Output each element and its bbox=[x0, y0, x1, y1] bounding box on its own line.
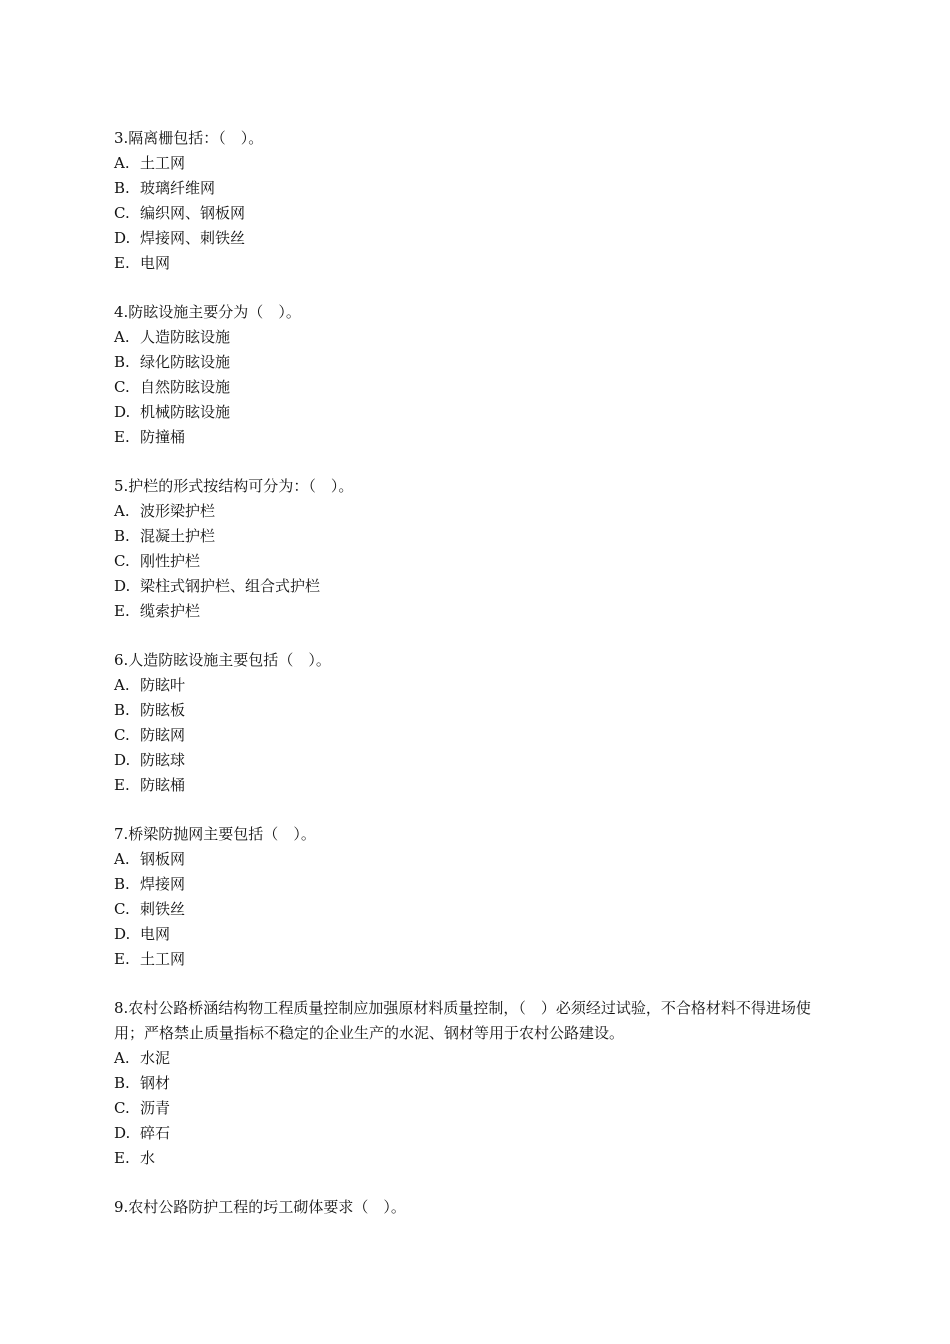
option-letter: C. bbox=[114, 900, 130, 918]
option-text: 刺铁丝 bbox=[140, 900, 186, 918]
option-letter: E. bbox=[114, 254, 130, 272]
question-6 bbox=[114, 648, 839, 798]
option-b bbox=[114, 176, 839, 201]
option-letter: D. bbox=[114, 751, 131, 769]
question-stem: 3.隔离栅包括：（ ）。 bbox=[114, 129, 264, 147]
option-letter: B. bbox=[114, 527, 130, 545]
option-letter: D. bbox=[114, 925, 131, 943]
option-c bbox=[114, 201, 839, 226]
option-d bbox=[114, 748, 839, 773]
option-text: 防眩桶 bbox=[140, 776, 186, 794]
option-d bbox=[114, 922, 839, 947]
option-text: 焊接网、刺铁丝 bbox=[140, 229, 246, 247]
option-text: 自然防眩设施 bbox=[140, 378, 231, 396]
option-e bbox=[114, 425, 839, 450]
question-stem: 4.防眩设施主要分为（ ）。 bbox=[114, 303, 301, 321]
option-text: 梁柱式钢护栏、组合式护栏 bbox=[140, 577, 321, 595]
question-stem: 8.农村公路桥涵结构物工程质量控制应加强原材料质量控制，（ ）必须经过试验，不合格材料不得进场使用；严格禁止质量指标不稳定的企业生产的水泥、钢材等用于农村公路建设。 bbox=[114, 999, 811, 1042]
question-stem: 7.桥梁防抛网主要包括（ ）。 bbox=[114, 825, 316, 843]
option-d bbox=[114, 400, 839, 425]
option-text: 混凝土护栏 bbox=[140, 527, 216, 545]
option-text: 电网 bbox=[140, 254, 171, 272]
option-letter: C. bbox=[114, 1099, 130, 1117]
option-letter: B. bbox=[114, 701, 130, 719]
option-text: 焊接网 bbox=[140, 875, 186, 893]
question-stem: 6.人造防眩设施主要包括（ ）。 bbox=[114, 651, 331, 669]
option-letter: C. bbox=[114, 378, 130, 396]
option-text: 玻璃纤维网 bbox=[140, 179, 216, 197]
question-4 bbox=[114, 300, 839, 450]
option-letter: B. bbox=[114, 875, 130, 893]
option-text: 防眩网 bbox=[140, 726, 186, 744]
option-c bbox=[114, 723, 839, 748]
option-letter: E. bbox=[114, 1149, 130, 1167]
option-b bbox=[114, 872, 839, 897]
option-text: 防眩板 bbox=[140, 701, 186, 719]
option-text: 编织网、钢板网 bbox=[140, 204, 246, 222]
option-text: 碎石 bbox=[140, 1124, 171, 1142]
option-e bbox=[114, 599, 839, 624]
option-letter: E. bbox=[114, 776, 130, 794]
option-letter: E. bbox=[114, 602, 130, 620]
option-a bbox=[114, 151, 839, 176]
option-letter: A. bbox=[114, 502, 130, 520]
option-a bbox=[114, 847, 839, 872]
question-9 bbox=[114, 1195, 839, 1220]
option-letter: C. bbox=[114, 726, 130, 744]
question-3 bbox=[114, 126, 839, 276]
option-letter: B. bbox=[114, 179, 130, 197]
option-a bbox=[114, 325, 839, 350]
option-letter: A. bbox=[114, 1049, 130, 1067]
option-b bbox=[114, 1071, 839, 1096]
question-5 bbox=[114, 474, 839, 624]
option-e bbox=[114, 947, 839, 972]
option-b bbox=[114, 524, 839, 549]
option-letter: C. bbox=[114, 204, 130, 222]
option-text: 钢板网 bbox=[140, 850, 186, 868]
option-text: 缆索护栏 bbox=[140, 602, 201, 620]
option-text: 绿化防眩设施 bbox=[140, 353, 231, 371]
option-letter: B. bbox=[114, 353, 130, 371]
question-8 bbox=[114, 996, 839, 1171]
option-letter: D. bbox=[114, 577, 131, 595]
option-letter: B. bbox=[114, 1074, 130, 1092]
option-letter: D. bbox=[114, 1124, 131, 1142]
option-d bbox=[114, 1121, 839, 1146]
option-a bbox=[114, 1046, 839, 1071]
option-text: 钢材 bbox=[140, 1074, 171, 1092]
option-d bbox=[114, 574, 839, 599]
option-c bbox=[114, 897, 839, 922]
option-c bbox=[114, 1096, 839, 1121]
option-letter: E. bbox=[114, 428, 130, 446]
question-stem: 5.护栏的形式按结构可分为：（ ）。 bbox=[114, 477, 354, 495]
option-letter: E. bbox=[114, 950, 130, 968]
option-letter: D. bbox=[114, 229, 131, 247]
option-b bbox=[114, 698, 839, 723]
option-text: 防撞桶 bbox=[140, 428, 186, 446]
option-text: 刚性护栏 bbox=[140, 552, 201, 570]
option-text: 电网 bbox=[140, 925, 171, 943]
option-text: 人造防眩设施 bbox=[140, 328, 231, 346]
option-b bbox=[114, 350, 839, 375]
option-letter: A. bbox=[114, 676, 130, 694]
option-c bbox=[114, 549, 839, 574]
option-a bbox=[114, 499, 839, 524]
option-e bbox=[114, 773, 839, 798]
question-7 bbox=[114, 822, 839, 972]
document-page bbox=[114, 126, 839, 1244]
option-letter: C. bbox=[114, 552, 130, 570]
option-text: 沥青 bbox=[140, 1099, 171, 1117]
option-letter: D. bbox=[114, 403, 131, 421]
option-e bbox=[114, 1146, 839, 1171]
option-text: 机械防眩设施 bbox=[140, 403, 231, 421]
option-text: 波形梁护栏 bbox=[140, 502, 216, 520]
question-stem: 9.农村公路防护工程的圬工砌体要求（ ）。 bbox=[114, 1198, 406, 1216]
option-text: 防眩叶 bbox=[140, 676, 186, 694]
option-text: 土工网 bbox=[140, 154, 186, 172]
option-letter: A. bbox=[114, 850, 130, 868]
option-text: 水泥 bbox=[140, 1049, 171, 1067]
option-letter: A. bbox=[114, 328, 130, 346]
option-text: 水 bbox=[140, 1149, 156, 1167]
option-d bbox=[114, 226, 839, 251]
option-a bbox=[114, 673, 839, 698]
option-text: 防眩球 bbox=[140, 751, 186, 769]
option-letter: A. bbox=[114, 154, 130, 172]
option-c bbox=[114, 375, 839, 400]
option-text: 土工网 bbox=[140, 950, 186, 968]
option-e bbox=[114, 251, 839, 276]
